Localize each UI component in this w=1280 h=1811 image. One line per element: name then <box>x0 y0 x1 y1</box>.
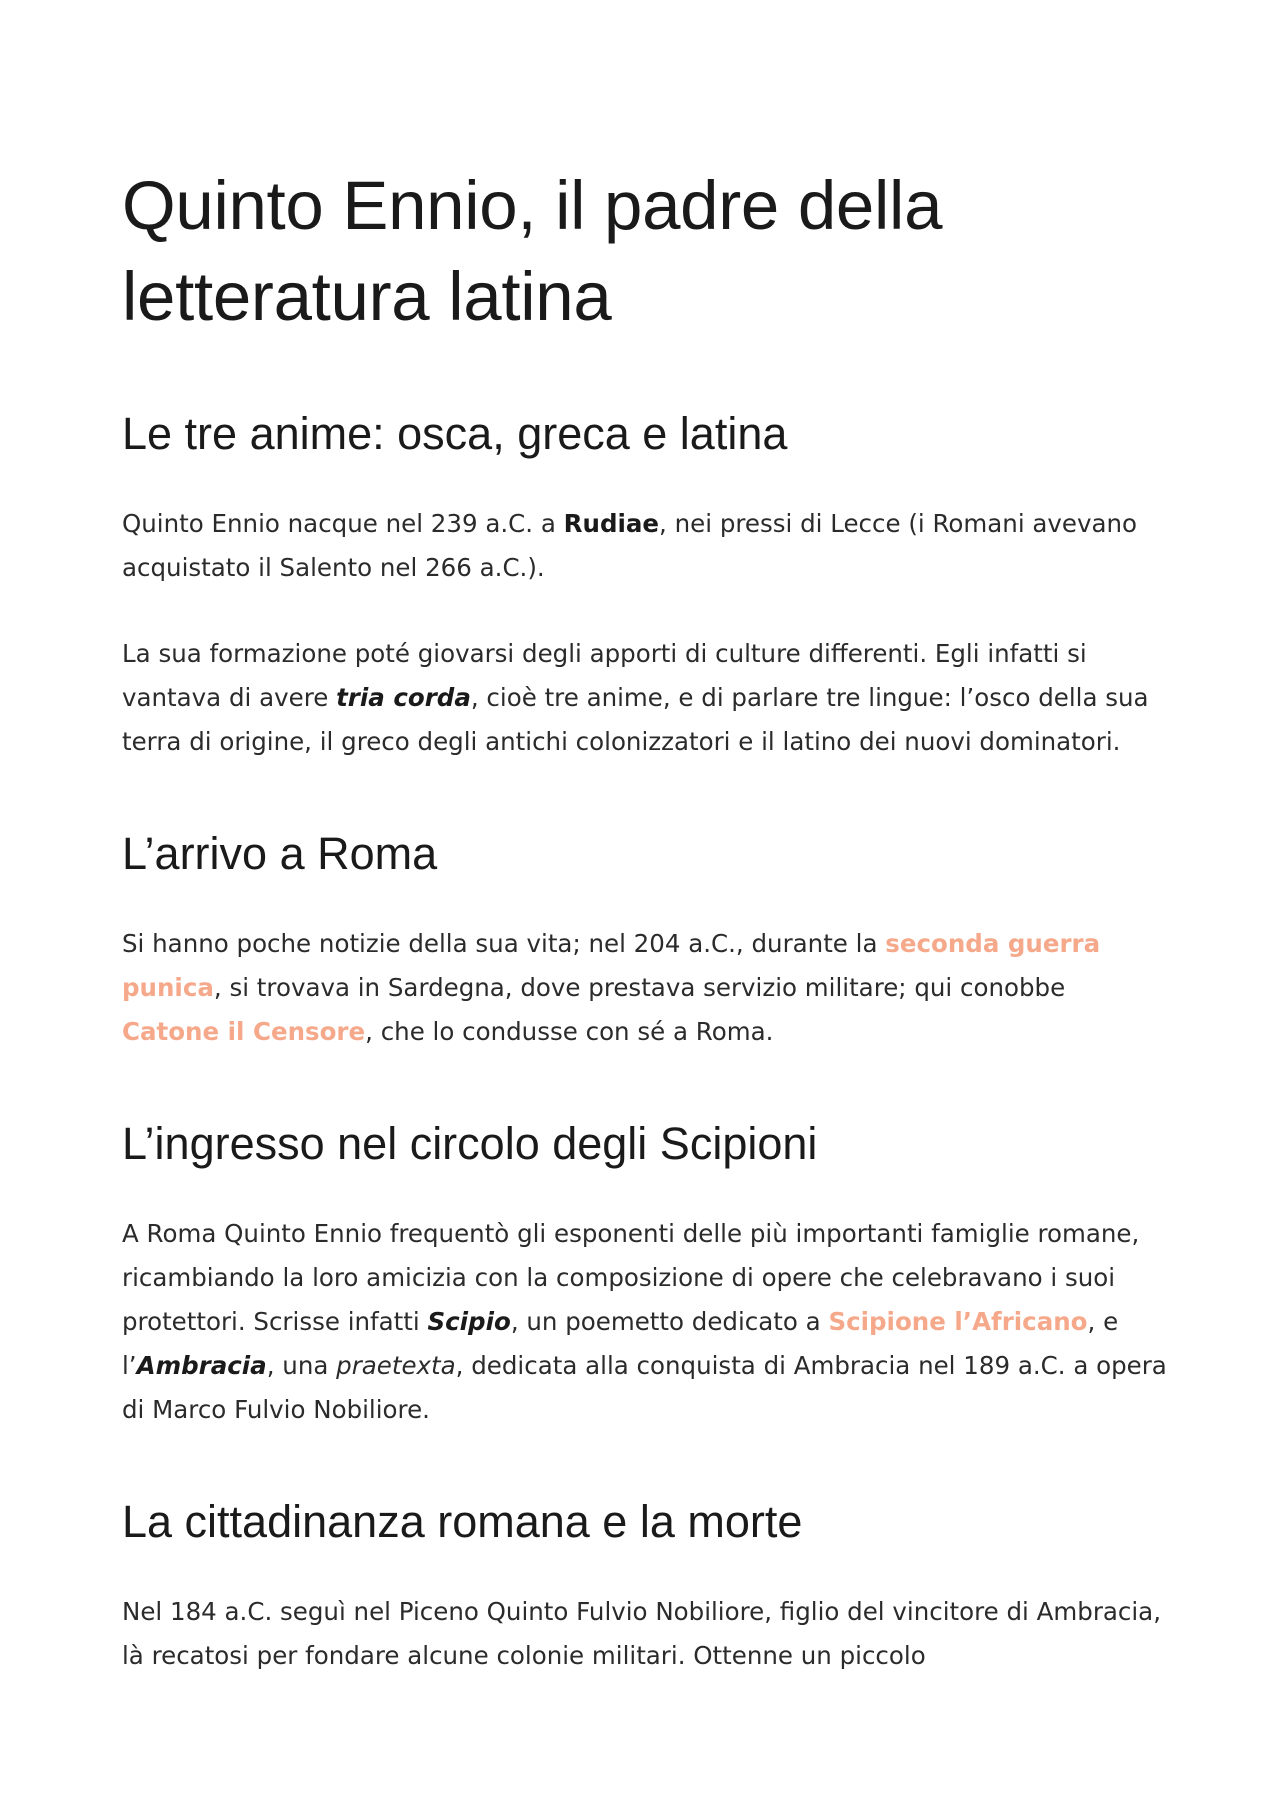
text-run: , una <box>266 1351 337 1380</box>
text-run: A Roma Quinto Ennio frequentò gli esponenti delle più importanti famiglie romane, ricambiando la loro amicizia con la composizione di opere che celebravano i suoi protettori. Scrisse infatti <box>122 1219 1140 1336</box>
section-heading-tre-anime: Le tre anime: osca, greca e latina <box>122 408 788 459</box>
text-run: , e l’ <box>122 1307 1119 1380</box>
text-run: Quinto Ennio nacque nel 239 a.C. a <box>122 509 564 538</box>
page-title: Quinto Ennio, il padre della letteratura latina <box>122 167 943 335</box>
section-heading-circolo-scipioni: L’ingresso nel circolo degli Scipioni <box>122 1118 818 1169</box>
emphasis-tria-corda: tria corda <box>336 683 471 712</box>
paragraph-cittadinanza <box>122 1590 1167 1678</box>
emphasis-ambracia: Ambracia <box>136 1351 267 1380</box>
text-run: Nel 184 a.C. seguì nel Piceno Quinto Fulvio Nobiliore, figlio del vincitore di Ambracia, là recatosi per fondare alcune colonie militari. Ottenne un piccolo <box>122 1597 1161 1670</box>
paragraph-formazione <box>122 632 1167 764</box>
paragraph-nascita <box>122 502 1167 590</box>
text-run: , si trovava in Sardegna, dove prestava servizio militare; qui conobbe <box>213 973 1066 1002</box>
section-heading-cittadinanza-morte: La cittadinanza romana e la morte <box>122 1496 803 1547</box>
text-run: , dedicata alla conquista di Ambracia nel 189 a.C. a opera di Marco Fulvio Nobiliore. <box>122 1351 1167 1424</box>
text-run: , che lo condusse con sé a Roma. <box>365 1017 774 1046</box>
text-run: , un poemetto dedicato a <box>510 1307 829 1336</box>
emphasis-scipio: Scipio <box>427 1307 511 1336</box>
link-scipione-africano[interactable]: Scipione l’Africano <box>828 1307 1088 1336</box>
text-run: La sua formazione poté giovarsi degli apporti di culture differenti. Egli infatti si vantava di avere <box>122 639 1087 712</box>
emphasis-praetexta: praetexta <box>336 1351 456 1380</box>
text-run: , cioè tre anime, e di parlare tre lingue: l’osco della sua terra di origine, il greco degli antichi colonizzatori e il latino dei nuovi dominatori. <box>122 683 1149 756</box>
link-seconda-guerra-punica[interactable]: seconda guerra punica <box>122 929 1101 1002</box>
paragraph-arrivo <box>122 922 1167 1054</box>
paragraph-circolo <box>122 1212 1167 1432</box>
bold-rudiae: Rudiae <box>563 509 660 538</box>
text-run: Si hanno poche notizie della sua vita; nel 204 a.C., durante la <box>122 929 886 958</box>
text-run: , nei pressi di Lecce (i Romani avevano acquistato il Salento nel 266 a.C.). <box>122 509 1138 582</box>
link-catone-il-censore[interactable]: Catone il Censore <box>122 1017 366 1046</box>
document-page <box>122 160 1167 1720</box>
section-heading-arrivo-roma: L’arrivo a Roma <box>122 828 438 879</box>
